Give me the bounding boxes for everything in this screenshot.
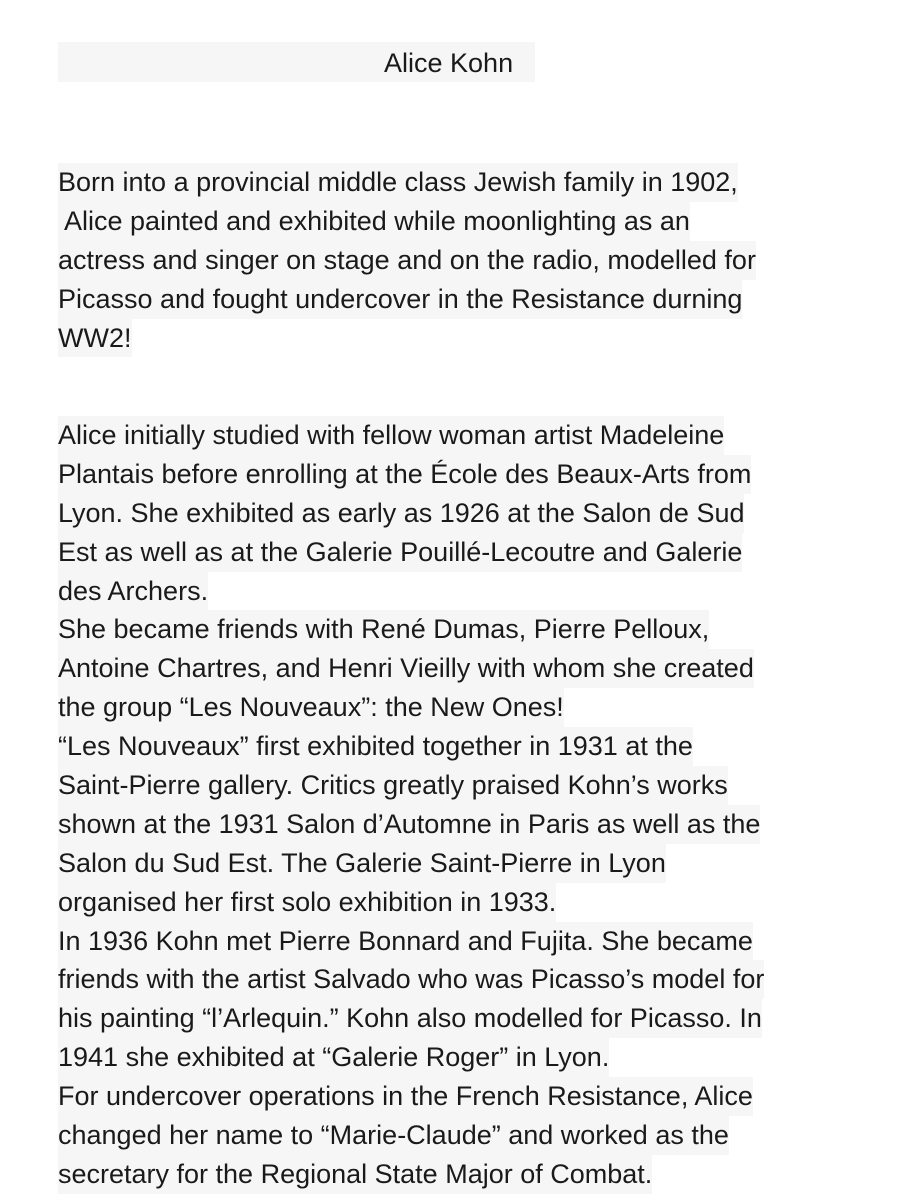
text-line-content: For undercover operations in the French Resistance, Alice bbox=[58, 1077, 753, 1116]
text-line bbox=[58, 1116, 764, 1155]
text-line-content: his painting “l’Arlequin.” Kohn also modelled for Picasso. In bbox=[58, 999, 762, 1038]
text-line bbox=[58, 844, 764, 883]
text-line bbox=[58, 572, 764, 611]
text-line-content: secretary for the Regional State Major of Combat. bbox=[58, 1155, 652, 1194]
text-line-content: WW2! bbox=[58, 319, 132, 358]
text-line bbox=[58, 163, 756, 202]
text-line-content: Lyon. She exhibited as early as 1926 at the Salon de Sud bbox=[58, 494, 744, 533]
text-line bbox=[58, 727, 764, 766]
body-paragraph bbox=[58, 416, 764, 1194]
text-line bbox=[58, 1155, 764, 1194]
text-line bbox=[58, 455, 764, 494]
text-line-content: Saint-Pierre gallery. Critics greatly praised Kohn’s works bbox=[58, 766, 728, 805]
text-line-content: Alice painted and exhibited while moonlighting as an bbox=[58, 202, 690, 241]
text-line bbox=[58, 1077, 764, 1116]
text-line-content: Salon du Sud Est. The Galerie Saint-Pierre in Lyon bbox=[58, 844, 666, 883]
text-line-content: shown at the 1931 Salon d’Automne in Paris as well as the bbox=[58, 805, 760, 844]
text-line bbox=[58, 610, 764, 649]
text-line-content: actress and singer on stage and on the radio, modelled for bbox=[58, 241, 756, 280]
text-line bbox=[58, 1038, 764, 1077]
text-line-content: Alice initially studied with fellow woman artist Madeleine bbox=[58, 416, 724, 455]
text-line bbox=[58, 922, 764, 961]
text-line bbox=[58, 766, 764, 805]
text-line-content: des Archers. bbox=[58, 572, 208, 611]
text-line-content: Antoine Chartres, and Henri Vieilly with whom she created bbox=[58, 649, 754, 688]
text-line-content: Born into a provincial middle class Jewish family in 1902, bbox=[58, 163, 738, 202]
text-line-content: In 1936 Kohn met Pierre Bonnard and Fujita. She became bbox=[58, 922, 753, 961]
text-line bbox=[58, 494, 764, 533]
text-line bbox=[58, 280, 756, 319]
text-line bbox=[58, 533, 764, 572]
text-line bbox=[58, 416, 764, 455]
text-line bbox=[58, 649, 764, 688]
page-title: Alice Kohn bbox=[384, 48, 514, 78]
text-line bbox=[58, 805, 764, 844]
text-line-content: changed her name to “Marie-Claude” and worked as the bbox=[58, 1116, 729, 1155]
text-line bbox=[58, 202, 756, 241]
text-line-content: “Les Nouveaux” first exhibited together in 1931 at the bbox=[58, 727, 693, 766]
text-line-content: Est as well as at the Galerie Pouillé-Lecoutre and Galerie bbox=[58, 533, 742, 572]
text-line-content: 1941 she exhibited at “Galerie Roger” in Lyon. bbox=[58, 1038, 609, 1077]
text-line-content: the group “Les Nouveaux”: the New Ones! bbox=[58, 688, 564, 727]
text-line bbox=[58, 883, 764, 922]
text-line-content: organised her first solo exhibition in 1933. bbox=[58, 883, 556, 922]
text-line bbox=[58, 999, 764, 1038]
text-line bbox=[58, 319, 756, 358]
intro-paragraph bbox=[58, 163, 756, 357]
text-line-content: Picasso and fought undercover in the Resistance durning bbox=[58, 280, 742, 319]
text-line-content: friends with the artist Salvado who was Picasso’s model for bbox=[58, 960, 764, 999]
text-line bbox=[58, 688, 764, 727]
text-line bbox=[58, 960, 764, 999]
text-line-content: She became friends with René Dumas, Pierre Pelloux, bbox=[58, 610, 709, 649]
text-line-content: Plantais before enrolling at the École des Beaux-Arts from bbox=[58, 455, 751, 494]
text-line bbox=[58, 241, 756, 280]
